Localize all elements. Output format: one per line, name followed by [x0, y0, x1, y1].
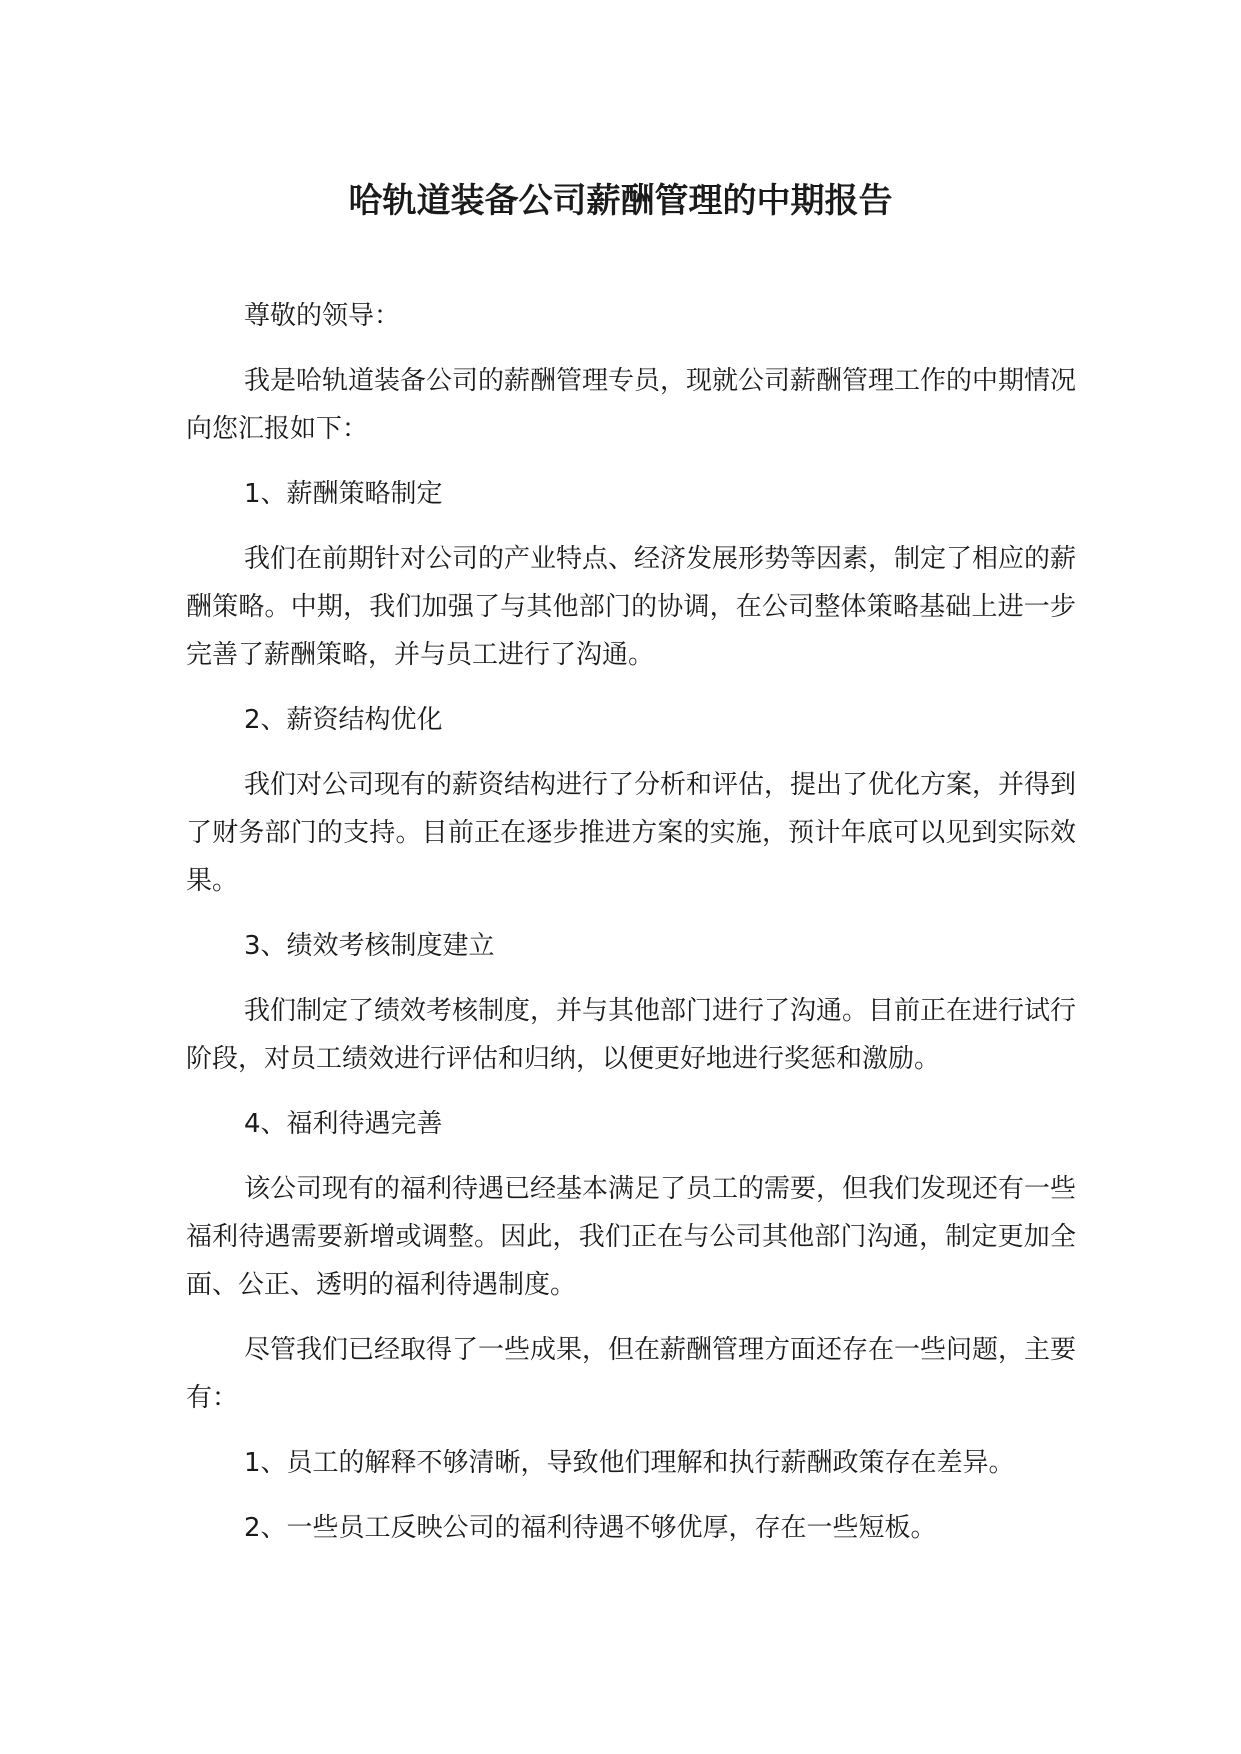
section-heading-2: 2、薪资结构优化: [244, 705, 443, 735]
issue-item-2: 2、一些员工反映公司的福利待遇不够优厚，存在一些短板。: [244, 1513, 937, 1543]
section-heading-4: 4、福利待遇完善: [244, 1109, 443, 1139]
issues-intro-paragraph: 尽管我们已经取得了一些成果，但在薪酬管理方面还存在一些问题，主要有：: [186, 1335, 1077, 1413]
section-body-1: 我们在前期针对公司的产业特点、经济发展形势等因素，制定了相应的薪酬策略。中期，我们加强了与其他部门的协调，在公司整体策略基础上进一步完善了薪酬策略，并与员工进行了沟通。: [186, 544, 1077, 670]
issue-item-1: 1、员工的解释不够清晰，导致他们理解和执行薪酬政策存在差异。: [244, 1448, 1015, 1478]
intro-paragraph: 我是哈轨道装备公司的薪酬管理专员，现就公司薪酬管理工作的中期情况向您汇报如下：: [186, 366, 1077, 444]
salutation: 尊敬的领导：: [244, 301, 401, 331]
section-body-2: 我们对公司现有的薪资结构进行了分析和评估，提出了优化方案，并得到了财务部门的支持。目前正在逐步推进方案的实施，预计年底可以见到实际效果。: [186, 770, 1077, 896]
section-body-3: 我们制定了绩效考核制度，并与其他部门进行了沟通。目前正在进行试行阶段，对员工绩效进行评估和归纳，以便更好地进行奖惩和激励。: [186, 996, 1077, 1074]
document-body: [186, 292, 1076, 1569]
section-heading-1: 1、薪酬策略制定: [244, 479, 443, 509]
section-heading-3: 3、绩效考核制度建立: [244, 931, 495, 961]
section-body-4: 该公司现有的福利待遇已经基本满足了员工的需要，但我们发现还有一些福利待遇需要新增或调整。因此，我们正在与公司其他部门沟通，制定更加全面、公正、透明的福利待遇制度。: [186, 1174, 1077, 1300]
document-title: 哈轨道装备公司薪酬管理的中期报告: [348, 181, 893, 221]
